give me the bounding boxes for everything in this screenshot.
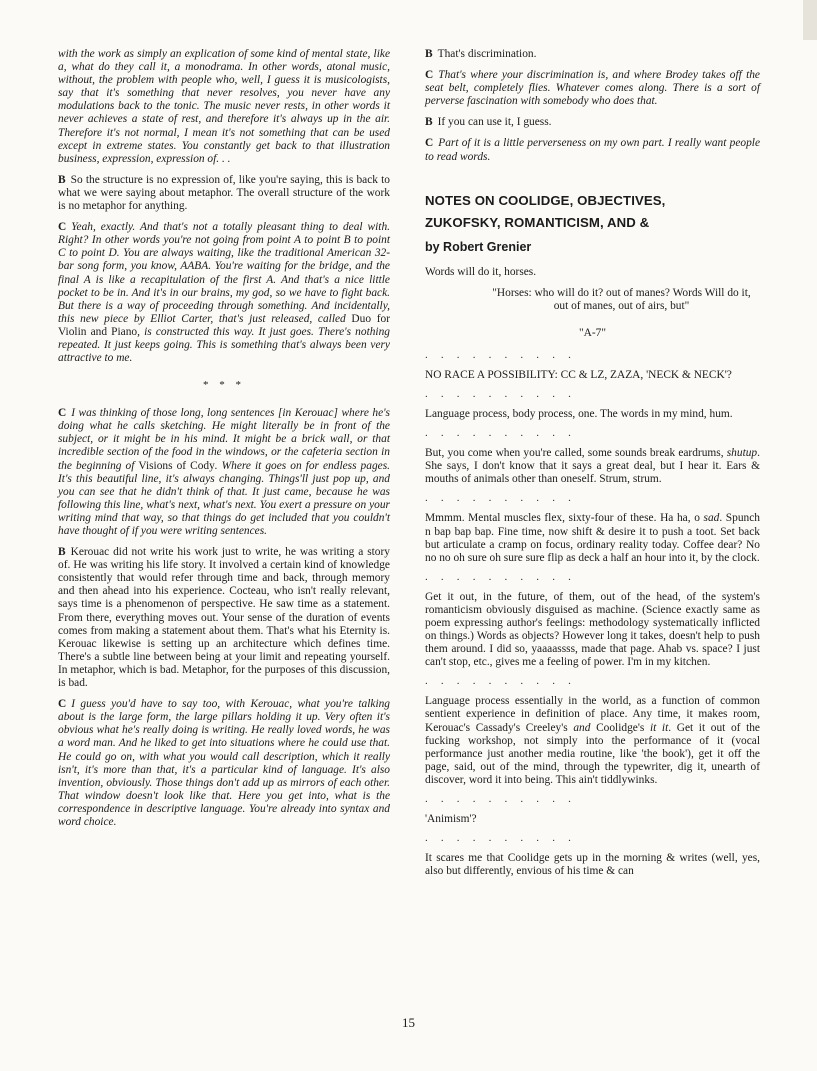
section-coolidge-morning: It scares me that Coolidge gets up in the morning & writes (well, yes, also but differently, envious of his time & can bbox=[425, 852, 760, 878]
paragraph-text: If you can use it, I guess. bbox=[437, 116, 552, 129]
opening-line: Words will do it, horses. bbox=[425, 265, 537, 278]
paragraph-continued: with the work as simply an explication of some kind of mental state, like a, what do they call it, a monodrama. In other words, atonal music, without, the problem with people who, well, I guess it is musicologists, say that it's something that never resolves, you never have any modulations back to the tonic. The music never rests, in other words it never achieves a state of rest, and therefore it's always up in the air. Therefore it's not normal, I mean it's not something that can be used except in extreme states. You constantly get back to that illustration business, expression, expression of. . . bbox=[58, 48, 390, 165]
paragraph-text: So the structure is no expression of, like you're saying, this is back to what we were saying about metaphor. The overall structure of the work is no metaphor for anything. bbox=[58, 173, 390, 213]
paragraph-c-perverseness bbox=[425, 137, 760, 163]
speaker-label: C bbox=[58, 698, 67, 711]
heading-line: NOTES ON COOLIDGE, OBJECTIVES, bbox=[425, 192, 666, 208]
section-language-process: Language process, body process, one. The words in my mind, hum. bbox=[425, 408, 733, 421]
paragraph-text: Kerouac did not write his work just to write, he was writing a story of. He was writing his life story. It involved a certain kind of knowledge consistently that would refer through time and back, through memory and then ahead into his experience. Cocteau, who isn't really relevant, says time is a phenomenon of perspective. He saw time as a statement. From there, everything moves out. Your sense of the duration of events comes from making a statement about them. That's what his Eternity is. Kerouac likewise is setting up an architecture which defines time. There's a subtle line between being at your limit and repeating yourself. In metaphor, which is bad. Metaphor, for the purposes of this discussion, is bad. bbox=[58, 546, 390, 690]
paragraph-text: That's where your discrimination is, and where Brodey takes off the seat belt, completely flies. Whatever comes along. There is a sort of perverse fascination with somebody who does that. bbox=[425, 69, 760, 108]
page-number: 15 bbox=[402, 1015, 415, 1030]
section-animism: 'Animism'? bbox=[425, 813, 477, 825]
paragraph-b-kerouac bbox=[58, 546, 390, 690]
emphasis: and bbox=[573, 721, 591, 734]
paragraph-text: Yeah, exactly. And that's not a totally pleasant thing to deal with. Right? In other words you're not going from point A to point B to point C to point D. You are always waiting, like the traditional American 32-bar song form, you know, AABA. You're waiting for the bridge, and the final A is like a recapitulation of the first A. And that's a nice little pocket to be in. And it's in our brains, my god, so we have to fight back. But there is a way of proceeding through something. And incidentally, this new piece by Elliot Carter, that's just released, called bbox=[58, 221, 390, 325]
dotted-separator: . . . . . . . . . . bbox=[425, 427, 577, 440]
paragraph-text: Part of it is a little perverseness on my own part. I really want people to read words. bbox=[425, 137, 760, 163]
paragraph-text: . Get it out of the fucking workshop, not simply into the performance of it (vocal performance just another media routine, like 'the book'), get it off the page, said, out of the mind, through the typewriter, dig it, unearth of discover, word it into being. This ain't tiddlywinks. bbox=[425, 721, 760, 786]
paragraph-text: . She says, I don't know that it says a great deal, but I hear it. Ears & mouths of animals other than oneself. Strum, strum. bbox=[425, 447, 760, 486]
paragraph-text: I was thinking of those long, long sentences [in Kerouac] where he's doing what he calls sketching. He might literally be in front of the subject, or it might be in his mind. It might be a brick wall, or that incredible section of the food in the windows, or the cafeteria section in the beginning of bbox=[58, 407, 390, 472]
emphasis: shutup bbox=[726, 447, 758, 460]
dotted-separator: . . . . . . . . . . bbox=[425, 570, 577, 583]
paragraph-text: Coolidge's bbox=[596, 721, 645, 734]
left-column bbox=[58, 48, 390, 837]
paragraph-b-discrimination bbox=[425, 48, 760, 61]
paragraph-text: I guess you'd have to say too, with Kerouac, what you're talking about is the large form, the large pillars holding it up. Very often it's obvious what he's really doing is writing. He really loved words, he was a word man. And he liked to get into situations where he could use that. He could go on, with what you would call description, which it really isn't, it's more than that, it's a particular kind of language. It's also invention, obviously. Those things don't add up as mirrors of each other. That window doesn't look like that. Here you get into, what is the correspondence in descriptive language. You're already into syntax and word choice. bbox=[58, 698, 390, 828]
speaker-label: B bbox=[425, 116, 433, 129]
paragraph-text: . Spunch n bap bap bap. Fine time, now shift & desire it to push a toot. Set back but articulate a cramp on focus, ordinary reality today. Coffee dear? No no no oh sure oh sure sure flip as deck a half an hour into it, by the clock. bbox=[425, 512, 760, 564]
paragraph-text: Language process essentially in the world, as a function of common sentient experience in definition of place. Any time, it makes room, Kerouac's Cassady's Creeley's bbox=[425, 695, 760, 734]
paragraph-text: , is constructed this way. It just goes. There's nothing repeated. It just keeps going. This is something that's always been very attractive to me. bbox=[58, 325, 390, 365]
dotted-separator: . . . . . . . . . . bbox=[425, 348, 577, 361]
section-get-it-out: Get it out, in the future, of them, out of the head, of the system's romanticism obviously disguised as machine. (Science exactly same as poem expressing author's feelings: methodology systematically inflicted on things.) Words as objects? However long it takes, doesn't help to push them around. I did so, yaaaassss, made that page. Ahab vs. space? I just can't stop, etc., gives me a feeling of power. I'm in my kitchen. bbox=[425, 590, 760, 669]
paragraph-c-word-man bbox=[58, 698, 390, 829]
epigraph-quote: "Horses: who will do it? out of manes? Words Will do it, out of manes, out of airs, but" bbox=[492, 286, 751, 312]
work-title: Duo for Violin and Piano bbox=[58, 312, 390, 338]
epigraph-source: "A-7" bbox=[578, 326, 606, 339]
paragraph-c-kerouac bbox=[58, 407, 390, 538]
dotted-separator: . . . . . . . . . . bbox=[425, 832, 577, 845]
heading-line: ZUKOFSKY, ROMANTICISM, AND & bbox=[425, 214, 650, 230]
speaker-label: C bbox=[58, 407, 67, 420]
paragraph-c-song-form bbox=[58, 221, 390, 365]
paragraph-text: Mmmm. Mental muscles flex, sixty-four of these. Ha ha, o bbox=[425, 512, 700, 525]
speaker-label: B bbox=[425, 48, 433, 60]
paragraph-b-structure bbox=[58, 174, 390, 213]
emphasis: sad bbox=[703, 512, 720, 525]
dotted-separator: . . . . . . . . . . bbox=[425, 793, 577, 805]
right-column bbox=[425, 48, 760, 886]
dotted-separator: . . . . . . . . . . bbox=[425, 675, 577, 688]
paragraph-text: That's discrimination. bbox=[437, 48, 537, 60]
work-title: Visions of Cody bbox=[138, 459, 215, 472]
speaker-label: B bbox=[58, 173, 66, 186]
section-break: * * * bbox=[203, 379, 245, 392]
section-come-when-called bbox=[425, 447, 760, 486]
page-edge-shadow bbox=[803, 0, 817, 40]
section-race: NO RACE A POSSIBILITY: CC & LZ, ZAZA, 'NECK & NECK'? bbox=[425, 368, 732, 381]
paragraph-text: But, you come when you're called, some sounds break eardrums, bbox=[425, 447, 724, 460]
dotted-separator: . . . . . . . . . . bbox=[425, 492, 577, 505]
paragraph-c-brodey bbox=[425, 69, 760, 108]
article-byline: by Robert Grenier bbox=[425, 239, 532, 254]
speaker-label: B bbox=[58, 546, 66, 559]
speaker-label: C bbox=[58, 221, 67, 234]
section-in-the-world bbox=[425, 695, 760, 787]
emphasis: it it bbox=[649, 721, 669, 734]
article-heading bbox=[425, 190, 760, 234]
paragraph-text: . Where it goes on for endless pages. It's this beautiful line, it's always changing. Things'll just pop up, and you can see that he didn't think of that. It just came, because he was following this line, what's next, what's next. You exert a pressure on your writing mind that way, so that things do get included that you couldn't have thought of if you were writing sentences. bbox=[58, 459, 390, 537]
dotted-separator: . . . . . . . . . . bbox=[425, 388, 577, 401]
speaker-label: C bbox=[425, 69, 434, 82]
speaker-label: C bbox=[425, 137, 434, 150]
paragraph-b-use-it bbox=[425, 116, 760, 129]
section-mental-muscles bbox=[425, 512, 760, 564]
